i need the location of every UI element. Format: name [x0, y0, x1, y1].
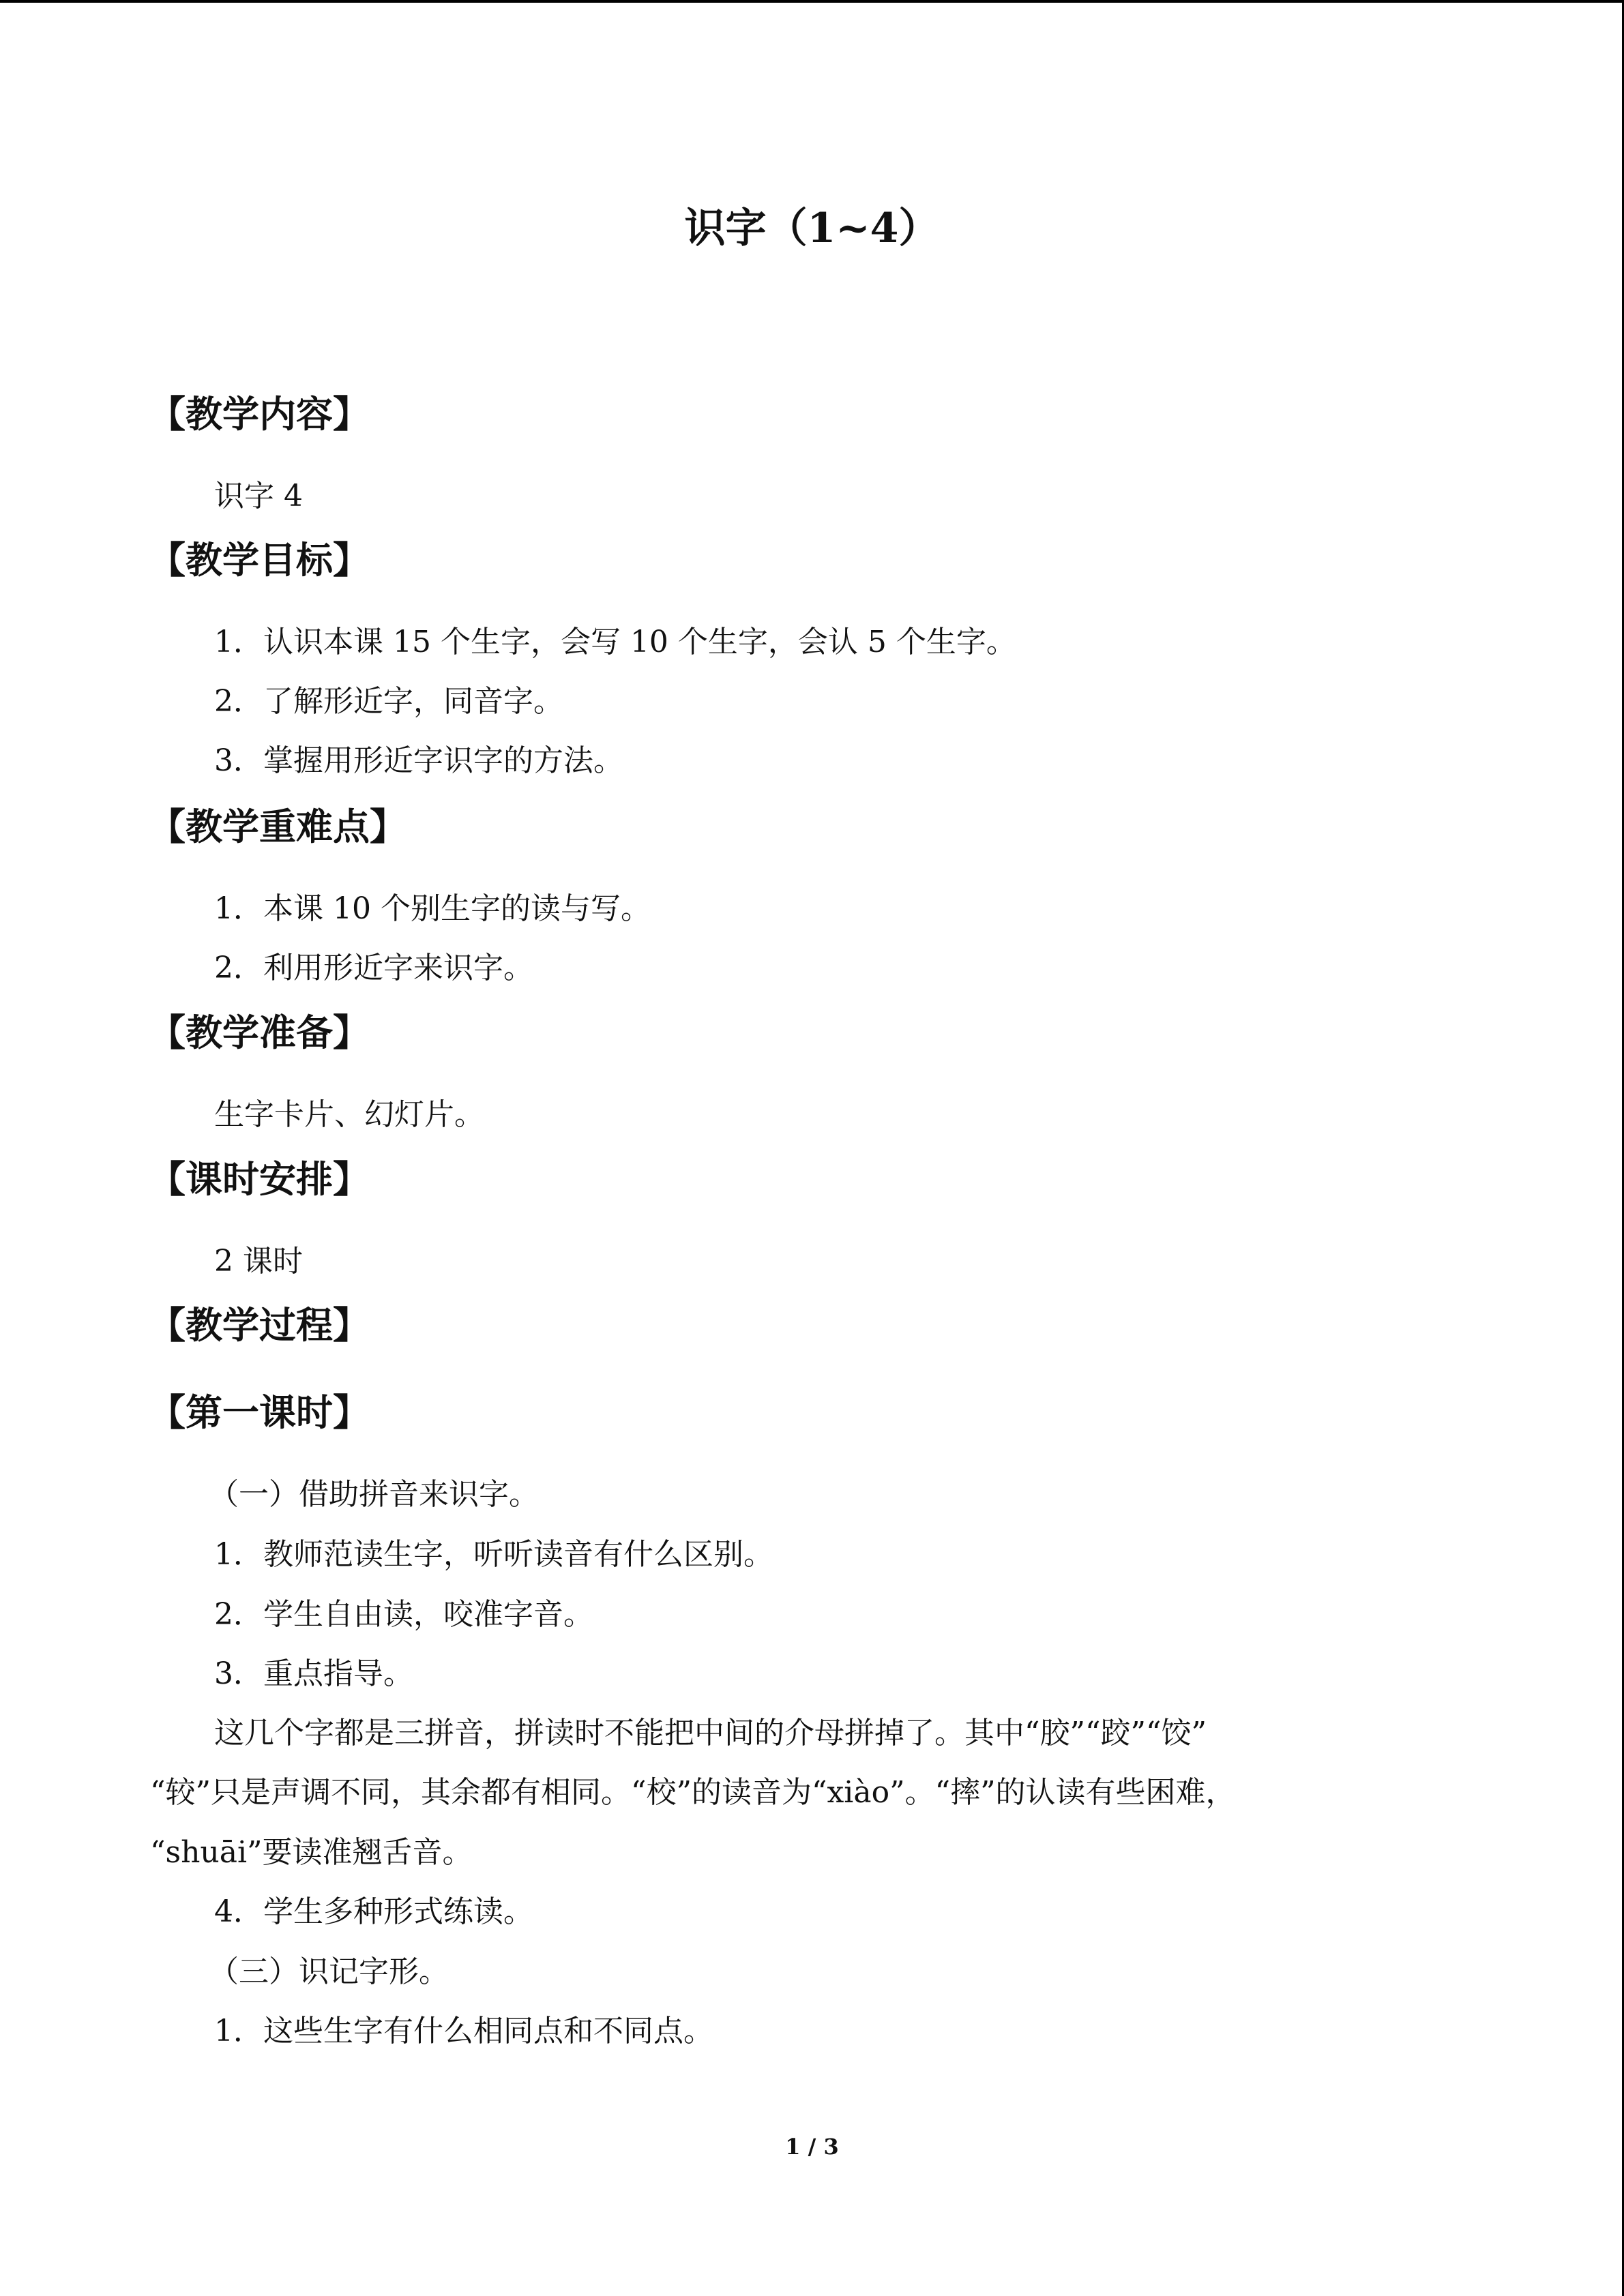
objective-line-1: 1．认识本课 15 个生字，会写 10 个生字，会认 5 个生字。	[214, 625, 1016, 659]
first-lesson-line-5: 这几个字都是三拼音，拼读时不能把中间的介母拼掉了。其中“胶”“跤”“饺”	[214, 1716, 1207, 1750]
first-lesson-line-9: （三）识记字形。	[209, 1954, 449, 1989]
first-lesson-line-7: “shuāi”要读准翘舌音。	[150, 1835, 473, 1870]
page-number: 1 / 3	[785, 2134, 839, 2160]
objective-line-2: 2．了解形近字，同音字。	[214, 684, 563, 719]
heading-key-points: 【教学重难点】	[149, 805, 407, 848]
top-border-line	[0, 0, 1624, 3]
first-lesson-line-2: 1．教师范读生字，听听读音有什么区别。	[214, 1537, 773, 1572]
heading-teaching-content: 【教学内容】	[149, 392, 370, 436]
heading-preparation: 【教学准备】	[149, 1011, 370, 1054]
document-title: 识字（1~4）	[684, 205, 940, 252]
heading-teaching-objectives: 【教学目标】	[149, 538, 370, 582]
key-point-line-1: 1．本课 10 个别生字的读与写。	[214, 891, 651, 926]
first-lesson-line-1: （一）借助拼音来识字。	[209, 1477, 539, 1512]
objective-line-3: 3．掌握用形近字识字的方法。	[214, 743, 623, 778]
key-point-line-2: 2．利用形近字来识字。	[214, 951, 533, 985]
heading-first-lesson: 【第一课时】	[149, 1390, 370, 1434]
heading-teaching-process: 【教学过程】	[149, 1303, 370, 1347]
content-line-1: 识字 4	[214, 479, 303, 513]
first-lesson-line-8: 4．学生多种形式练读。	[214, 1894, 533, 1929]
heading-schedule: 【课时安排】	[149, 1157, 370, 1201]
first-lesson-line-3: 2．学生自由读，咬准字音。	[214, 1597, 593, 1632]
schedule-line-1: 2 课时	[214, 1244, 303, 1279]
first-lesson-line-10: 1．这些生字有什么相同点和不同点。	[214, 2014, 713, 2048]
preparation-line-1: 生字卡片、幻灯片。	[214, 1097, 484, 1132]
first-lesson-line-6: “较”只是声调不同，其余都有相同。“校”的读音为“xiào”。“摔”的认读有些困难，	[150, 1775, 1236, 1810]
first-lesson-line-4: 3．重点指导。	[214, 1656, 413, 1691]
